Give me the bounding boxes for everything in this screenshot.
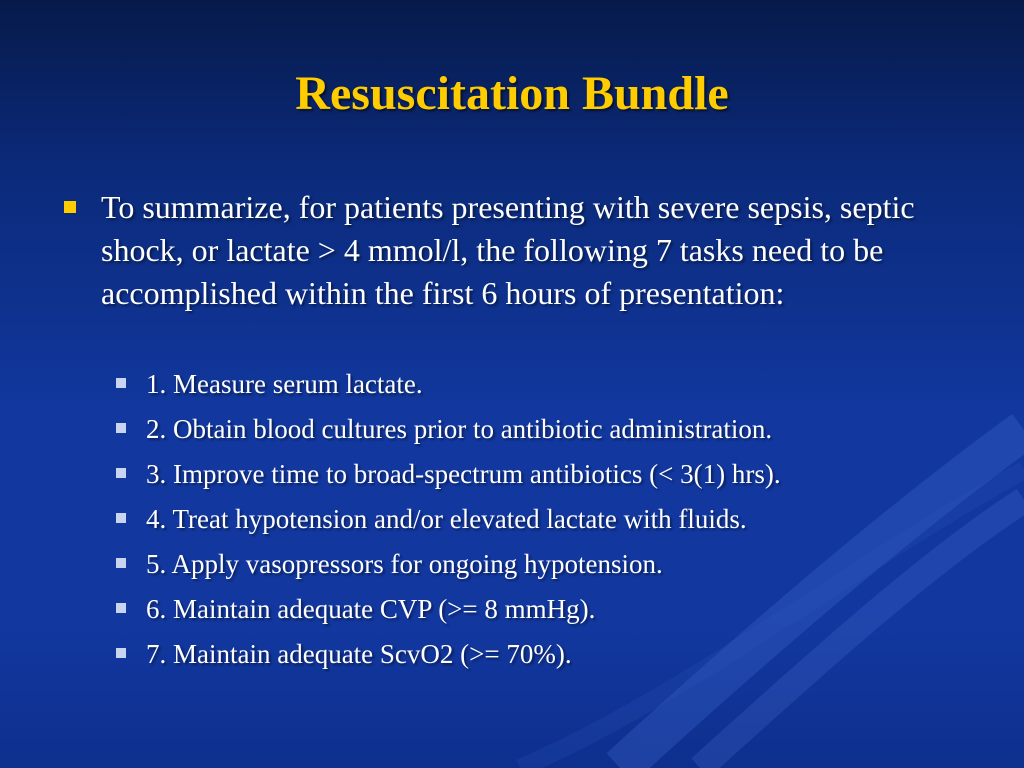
sub-bullet-text: 2. Obtain blood cultures prior to antibiotic administration. [146,414,773,444]
main-bullet-text: To summarize, for patients presenting with severe sepsis, septic shock, or lactate > 4 mmol/l, the following 7 tasks need to be accomplished within the first 6 hours of presentation: [101,189,915,311]
sub-bullet-item [116,589,976,634]
sub-bullet-item [116,364,976,409]
sub-bullet-text: 4. Treat hypotension and/or elevated lactate with fluids. [146,504,747,534]
sub-bullet-item [116,499,976,544]
sub-bullet-text: 5. Apply vasopressors for ongoing hypotension. [146,549,663,579]
square-bullet-icon [64,201,76,213]
sub-bullet-item [116,634,976,679]
square-bullet-icon [116,558,126,568]
square-bullet-icon [116,468,126,478]
square-bullet-icon [116,423,126,433]
square-bullet-icon [116,513,126,523]
sub-bullet-item [116,409,976,454]
sub-bullet-text: 6. Maintain adequate CVP (>= 8 mmHg). [146,594,596,624]
main-bullet [64,186,964,315]
sub-bullet-text: 7. Maintain adequate ScvO2 (>= 70%). [146,639,572,669]
sub-bullet-item [116,454,976,499]
square-bullet-icon [116,603,126,613]
sub-bullet-text: 1. Measure serum lactate. [146,369,423,399]
slide-title: Resuscitation Bundle [295,67,729,120]
square-bullet-icon [116,378,126,388]
square-bullet-icon [116,648,126,658]
sub-bullet-list [116,364,976,679]
sub-bullet-text: 3. Improve time to broad-spectrum antibiotics (< 3(1) hrs). [146,459,781,489]
sub-bullet-item [116,544,976,589]
